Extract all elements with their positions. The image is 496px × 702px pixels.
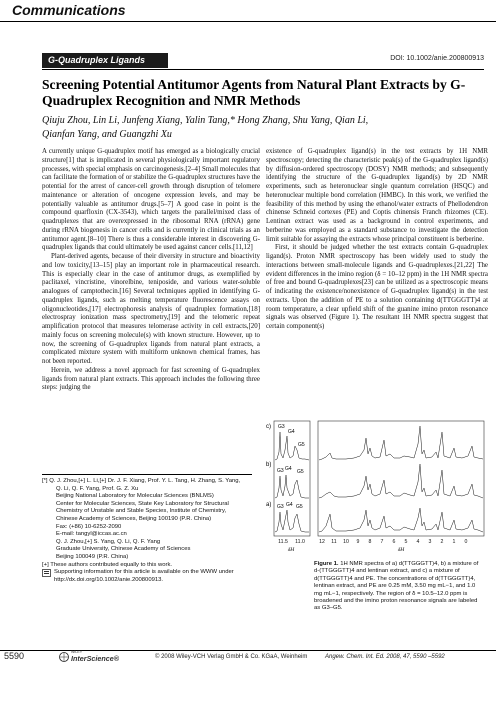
footnote-line: [*] Q. J. Zhou,[+] L. Li,[+] Dr. J. F. Xiang, Prof. Y. L. Tang, H. Zhang, S. Yang, [42,478,241,484]
journal-citation: Angew. Chem. Int. Ed. 2008, 47, 5590 –5592 [325,654,445,660]
paragraph: existence of G-quadruplex ligand(s) in the test extracts by 1H NMR spectroscopy; detecting the characteristic peak(s) of the G-quadruplex ligand(s) by diffusion-ordered spectroscopy (DOSY) NMR methods; and subsequently identifying the structure of the G-quadruplex ligand(s) by 2D NMR experiments, such as heteronuclear single quantum correlation (HSQC) and heteronuclear multiple bond correlation (HMBC). In this work, we verified the feasibility of this method by using the ethanol/water extracts of Phellodendron chinense Schneid cortexes (PE) and Coptis chinensis Franch rhizomes (CE). Lentinan extract was used as a background in control experiments, and berberine was employed as a standard substance to investigate the detection limit suitable for assaying the extracts whose principal constituent is berberine. [266,148,488,243]
section-heading: Communications [12,2,126,18]
tick-label: 6 [392,539,396,545]
spectrum-trace-a-full [319,508,483,532]
page-number: 5590 [4,651,25,661]
peak-label: G5 [297,469,304,475]
tick-label: 11.0 [295,539,305,545]
tick-label: 1 [452,539,456,545]
tick-label: 7 [380,539,384,545]
figure-caption [314,561,484,613]
footnote-line: Beijing 100049 (P.R. China) [56,553,129,560]
footnote-line: Q. J. Zhou,[+] S. Yang, Q. Li, Q. F. Yang [56,538,161,545]
inset-tick-labels [278,539,305,545]
tick-label: 5 [404,539,408,545]
tick-label: 2 [440,539,444,545]
peak-label: G3 [277,468,284,474]
footnote-line: Fax: (+86) 10-6252-2090 [56,523,122,530]
axis-label: δH [397,547,405,553]
peak-label: G3 [278,424,285,430]
footnote-line: Chinese Academy of Sciences, Beijing 100190 (P.R. China) [56,515,212,522]
tick-label: 4 [416,539,420,545]
tick-label: 3 [428,539,432,545]
author-line: Qianfan Yang, and Guangzhi Xu [42,129,172,140]
peak-label: G4 [288,429,295,435]
footnote-line: Q. Li, Q. F. Yang, Prof. G. Z. Xu [56,485,139,492]
axis-label: δH [287,547,295,553]
supporting-info-text[interactable]: Supporting information for this article is available on the WWW under http://dx.doi.org/10.1002/anie.200800913. [54,569,234,583]
copyright: © 2008 Wiley-VCH Verlag GmbH & Co. KGaA, Weinheim [155,654,308,660]
footnote-line: Chemistry of Unstable and Stable Species, Institute of Chemistry, [56,508,227,515]
full-spectrum-frame [318,421,484,536]
panel-label-b: b) [266,462,272,468]
peak-label: G5 [298,442,305,448]
right-column [266,148,488,332]
paragraph: Herein, we address a novel approach for fast screening of G-quadruplex ligands from natural plant extracts. This approach includes the following three steps: judging the [42,366,260,392]
paragraph: Plant-derived agents, because of their diversity in structure and bioactivity and low toxicity,[13–15] play an important role in pharmaceutical research. This is especially clear in the case of antitumor drugs, as exemplified by paclitaxel, vincristine, vinorelbine, teniposide, and various water-soluble analogues of camptothecin.[16] Several techniques applied in identifying G-quadruplex ligands, such as melting temperature fluorescence assays on oligonucleotides,[17] electrophoresis analysis of quadruplex formation,[18] electrospray ionization mass spectrometry,[19] and the telomeric repeat amplification protocol that measures telomerase activity in cell extracts,[20] mainly focus on screening molecule(s) with known structure. However, up to now, the screening of G-quadruplex ligands from natural plant extracts, a complicated mixture system with multiform unknown chemical frames, has not been reported. [42,253,260,365]
panel-label-a: a) [266,502,272,508]
tick-label: 11.5 [278,539,288,545]
author-line: Qiuju Zhou, Lin Li, Junfeng Xiang, Yalin Tang,* Hong Zhang, Shu Yang, Qian Li, [42,115,369,126]
topic-tag: G-Quadruplex Ligands [42,53,168,68]
spectrum-trace-a-inset [275,510,309,532]
caption-label: Figure 1. [314,561,339,567]
footnote-line: Beijing National Laboratory for Molecular Sciences (BNLMS) [56,493,214,500]
spectrum-trace-b-full [319,464,483,498]
affiliation-footnote [42,478,262,584]
footnote-line[interactable]: E-mail: tangyl@iccas.ac.cn [56,531,127,538]
publisher-logo-top: WILEY [71,650,83,654]
footnote-line: Graduate University, Chinese Academy of Sciences [56,546,191,553]
footnote-rule [42,474,252,475]
panel-label-c: c) [266,424,271,430]
tick-label: 8 [368,539,372,545]
supporting-info-icon [42,569,54,584]
peak-label: G3 [277,504,284,510]
publisher-logo-text: InterScience® [71,654,120,663]
supporting-info-note [42,569,262,584]
paragraph: First, it should be judged whether the test extracts contain G-quadruplex ligand(s). Proton NMR spectroscopy has been widely used to study the interactions between small-molecule ligands and G-quadruplexes.[21,22] The evident differences in the imino region (δ = 10–12 ppm) in the 1H NMR spectra of free and bound G-quadruplexes[23] can be utilized as a spectroscopic means of indicating the existence/nonexistence of G-quadruplex ligand(s) in the test extracts. Upon the addition of PE to a solution containing d(TTGGGTT)4 at room temperature, a clear upfield shift of the guanine imino proton resonance signals was observed (Figure 1). The resultant 1H NMR spectra suggest that certain component(s) [266,244,488,330]
tag-rule [42,69,484,70]
paragraph: A currently unique G-quadruplex motif has emerged as a biologically crucial structure[1] that is implicated in several physiologically important regulatory processes, with special emphasis on carcinogenesis.[2–4] Small molecules that can facilitate the formation of or stabilize the G-quadruplex structures have the potential for the arrest of cancer-cell growth through disruption of telomere maintenance or alteration of oncogene expression levels, and may be potentially valuable as antitumor drugs.[5–7] A good case in point is the compound quarfloxin (CX-3543), which targets the parallel/mixed class of quadruplexes that are overexpressed in the ribosomal RNA (rRNA) gene during rRNA biogenesis in cancer cells and is currently in clinical trials as an antitumor agent.[8–10] There is thus a considerable interest in discovering G-quadruplex ligands that could ultimately be used against cancer cells.[11,12] [42,148,260,252]
doi[interactable]: DOI: 10.1002/anie.200800913 [390,55,484,62]
article-title: Screening Potential Antitumor Agents from Natural Plant Extracts by G-Quadruplex Recognition and NMR Methods [42,77,466,108]
spectrum-trace-b-inset [275,475,309,498]
header-rule [0,21,496,22]
footnote-line: Center for Molecular Sciences, State Key Laboratory for Structural [56,500,229,507]
publisher-logo [59,648,123,664]
tick-label: 0 [464,539,468,545]
left-column [42,148,260,393]
peak-label: G4 [285,466,292,472]
tick-label: 10 [343,539,349,545]
full-tick-labels [319,539,467,545]
footnote-line: [+] These authors contributed equally to this work. [42,561,173,568]
nmr-figure [264,420,486,558]
tick-label: 12 [319,539,325,545]
peak-label: G5 [296,504,303,510]
tick-label: 9 [356,539,360,545]
peak-label: G4 [286,502,293,508]
tick-label: 11 [331,539,337,545]
spectrum-trace-c-full [319,426,483,460]
caption-text: 1H NMR spectra of a) d(TTGGGTT)4, b) a mixture of d-(TTGGGTT)4 and lentinan extract, and c) a mixture of d(TTGGGTT)4 and PE. The concentrations of d(TTGGGTT)4, lentinan extract, and PE are 0.25 mM, 3.50 mg mL−1, and 1.0 mg mL−1, respectively. The region of δ = 10.5–12.0 ppm is broadened and the imino proton resonance signals are labeled as G3–G5. [314,561,479,612]
author-list [42,114,488,142]
